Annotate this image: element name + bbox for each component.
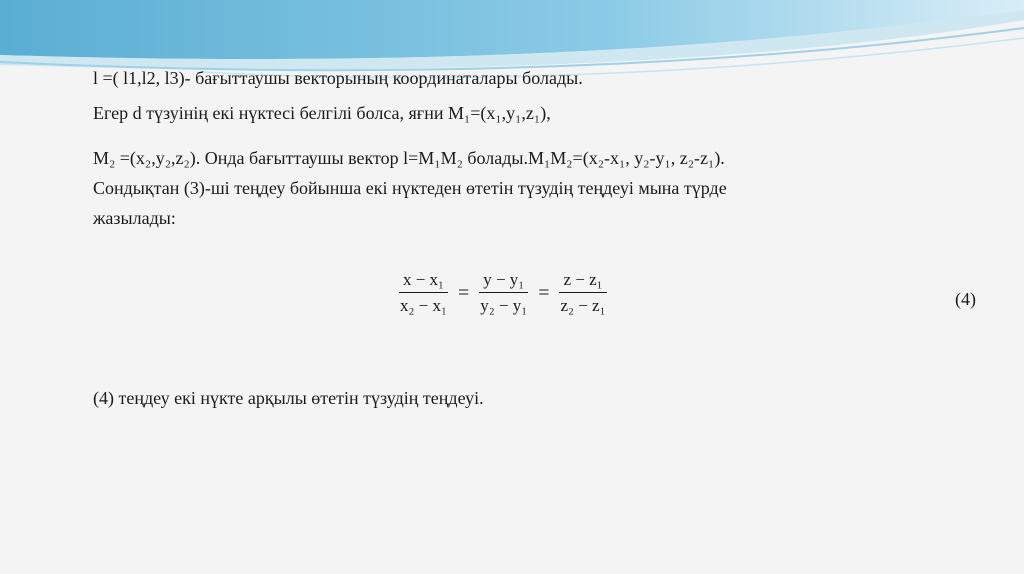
line-4-text: Сондықтан (3)-ші теңдеу бойынша екі нүктеден өтетін түзудің теңдеуі мына түрде — [93, 178, 727, 198]
fraction-z-numerator: z − z₁ — [559, 270, 606, 293]
line-1-text: l =( l1,l2, l3)- бағыттаушы векторының координаталары болады. — [93, 68, 583, 88]
fraction-x-denominator: x₂ − x₁ — [400, 296, 447, 315]
text-line-written-as — [93, 208, 176, 229]
fraction-x-numerator: x − x₁ — [399, 270, 448, 293]
text-line-two-points — [93, 103, 551, 124]
fraction-y-numerator: y − y₁ — [479, 270, 528, 293]
line-equation-formula — [396, 270, 610, 316]
fraction-z — [556, 270, 609, 316]
fraction-x — [396, 270, 451, 316]
text-line-therefore — [93, 178, 727, 199]
line-3-text: M₂ =(x₂,y₂,z₂). Онда бағыттаушы вектор l=M₁M₂ болады.M₁M₂=(x₂-x₁, y₂-y₁, z₂-z₁). — [93, 148, 725, 168]
equals-sign-2: = — [538, 281, 550, 304]
fraction-z-denominator: z₂ − z₁ — [560, 296, 606, 315]
equation-number: (4) — [955, 289, 976, 309]
conclusion-text: (4) теңдеу екі нүкте арқылы өтетін түзудің теңдеуі. — [93, 388, 484, 408]
fraction-y — [476, 270, 531, 316]
fraction-y-denominator: y₂ − y₁ — [480, 296, 528, 315]
text-line-direction-vector — [93, 68, 583, 89]
line-2-text: Егер d түзуінің екі нүктесі белгілі болса, яғни M₁=(x₁,y₁,z₁), — [93, 103, 551, 123]
equals-sign-1: = — [457, 281, 470, 304]
line-5-text: жазылады: — [93, 208, 176, 228]
text-line-vector-definition — [93, 148, 725, 169]
